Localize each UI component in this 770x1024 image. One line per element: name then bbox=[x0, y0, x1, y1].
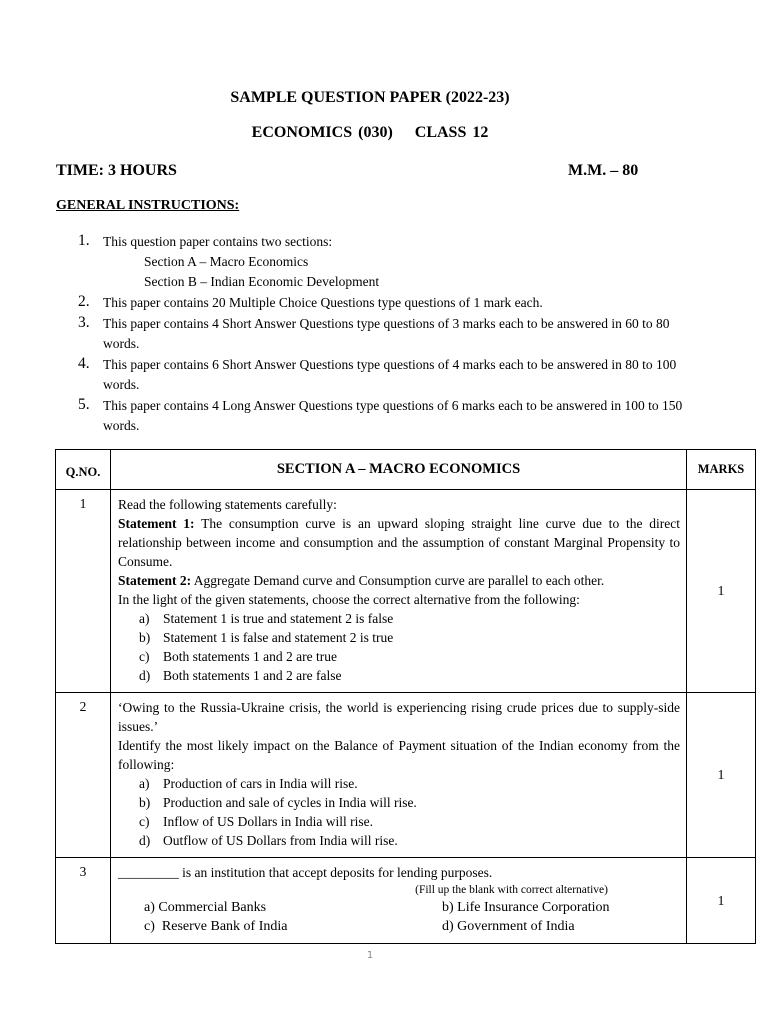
question-number: 1 bbox=[56, 490, 111, 693]
question-text: _________ is an institution that accept deposits for lending purposes. bbox=[118, 865, 493, 880]
option-item: c) Reserve Bank of India bbox=[144, 919, 288, 934]
paper-subtitle bbox=[0, 124, 740, 142]
table-row bbox=[56, 858, 756, 944]
instruction-subitem: Section B – Indian Economic Development bbox=[144, 274, 380, 289]
statement-1 bbox=[118, 514, 680, 571]
statement-label: Statement 2: bbox=[118, 573, 192, 588]
option-item: d) Government of India bbox=[442, 919, 575, 934]
question-number: 2 bbox=[56, 693, 111, 858]
instruction-item bbox=[56, 396, 696, 436]
instruction-number: 2. bbox=[78, 293, 90, 310]
question-body bbox=[111, 858, 687, 944]
statement-2 bbox=[118, 571, 680, 590]
instruction-text: This paper contains 6 Short Answer Questions type questions of 4 marks each to be answered in 80 to 100 words. bbox=[103, 357, 677, 392]
statement-label: Statement 1: bbox=[118, 516, 195, 531]
table-row bbox=[56, 490, 756, 693]
question-body bbox=[111, 490, 687, 693]
paper-title: SAMPLE QUESTION PAPER (2022-23) bbox=[230, 89, 510, 106]
option-item: a) Commercial Banks bbox=[144, 900, 267, 915]
table-header-row bbox=[56, 450, 756, 490]
options-row bbox=[118, 917, 680, 936]
question-quote: ‘Owing to the Russia-Ukraine crisis, the world is experiencing rising crude prices due to supply-side issues.’ bbox=[118, 700, 680, 734]
instruction-number: 1. bbox=[78, 232, 90, 249]
question-marks: 1 bbox=[687, 693, 756, 858]
instruction-subitem: Section A – Macro Economics bbox=[144, 254, 309, 269]
options-row bbox=[118, 898, 680, 917]
question-marks: 1 bbox=[687, 490, 756, 693]
instruction-item bbox=[56, 314, 696, 354]
instruction-text: This question paper contains two sections: bbox=[103, 234, 333, 249]
question-number: 3 bbox=[56, 858, 111, 944]
option-item: d) Outflow of US Dollars from India will rise. bbox=[139, 833, 398, 848]
instruction-item bbox=[56, 355, 696, 395]
instruction-text: This paper contains 20 Multiple Choice Questions type questions of 1 mark each. bbox=[103, 295, 543, 310]
option-item: b) Statement 1 is false and statement 2 is true bbox=[139, 630, 394, 645]
time-label: TIME: 3 HOURS bbox=[56, 162, 177, 179]
question-prompt: In the light of the given statements, choose the correct alternative from the following: bbox=[118, 592, 580, 607]
question-note: (Fill up the blank with correct alternative) bbox=[415, 884, 608, 896]
option-item: c) Inflow of US Dollars in India will rise. bbox=[139, 814, 373, 829]
instructions-list bbox=[56, 232, 696, 437]
options-list bbox=[118, 774, 680, 850]
instruction-text: This paper contains 4 Long Answer Questions type questions of 6 marks each to be answered in 100 to 150 words. bbox=[103, 398, 683, 433]
question-marks: 1 bbox=[687, 858, 756, 944]
instruction-text: This paper contains 4 Short Answer Questions type questions of 3 marks each to be answered in 60 to 80 words. bbox=[103, 316, 670, 351]
option-item: a) Production of cars in India will rise. bbox=[139, 776, 358, 791]
statement-text: The consumption curve is an upward sloping straight line curve due to the direct relationship between income and consumption and the assumption of constant Marginal Propensity to Consume. bbox=[118, 516, 680, 569]
marks-header: MARKS bbox=[687, 450, 756, 490]
instruction-number: 5. bbox=[78, 396, 90, 413]
table-row bbox=[56, 693, 756, 858]
instruction-item bbox=[56, 293, 696, 313]
page-number: 1 bbox=[366, 950, 374, 961]
question-prompt: Identify the most likely impact on the Balance of Payment situation of the Indian economy from the following: bbox=[118, 738, 680, 772]
instructions-heading: GENERAL INSTRUCTIONS: bbox=[56, 198, 240, 213]
questions-table bbox=[55, 449, 756, 944]
option-item: c) Both statements 1 and 2 are true bbox=[139, 649, 337, 664]
max-marks-label: M.M. – 80 bbox=[568, 162, 639, 179]
option-item: a) Statement 1 is true and statement 2 is false bbox=[139, 611, 394, 626]
instruction-number: 3. bbox=[78, 314, 90, 331]
option-item: b) Life Insurance Corporation bbox=[442, 900, 610, 915]
options-list bbox=[118, 609, 680, 685]
option-item: b) Production and sale of cycles in India will rise. bbox=[139, 795, 417, 810]
statement-text: Aggregate Demand curve and Consumption curve are parallel to each other. bbox=[191, 573, 605, 588]
option-item: d) Both statements 1 and 2 are false bbox=[139, 668, 342, 683]
instruction-item bbox=[56, 232, 696, 292]
instruction-number: 4. bbox=[78, 355, 90, 372]
subject-code: ECONOMICS (030) bbox=[251, 124, 393, 141]
qno-header: Q.NO. bbox=[56, 450, 111, 490]
question-intro: Read the following statements carefully: bbox=[118, 497, 337, 512]
class-label: CLASS 12 bbox=[414, 124, 489, 141]
question-body bbox=[111, 693, 687, 858]
section-header: SECTION A – MACRO ECONOMICS bbox=[111, 450, 687, 490]
